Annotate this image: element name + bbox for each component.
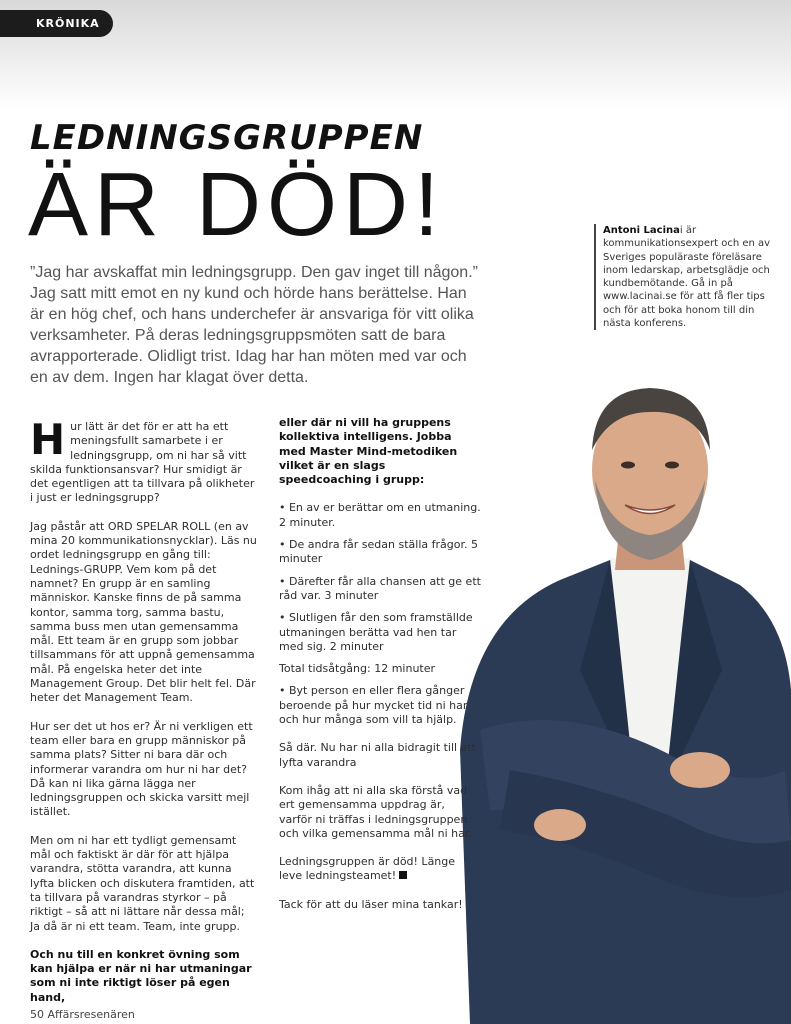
bullet-item: • En av er berättar om en utmaning. 2 minuter.	[279, 501, 481, 529]
page-footer: 50 Affärsresenären	[30, 1008, 135, 1021]
paragraph-bold: eller där ni vill ha gruppens kollektiva intelligens. Jobba med Master Mind-metodiken vilket är en slags speedcoaching i grupp:	[279, 416, 458, 487]
ingress: ”Jag har avskaffat min ledningsgrupp. Den gav inget till någon.” Jag satt mitt emot en ny kund och hörde hans berättelse. Han är en hög chef, och hans underchefer är ansvariga för vitt olika verksamheter. På deras ledningsgruppsmöten satt de bara avrapporterade. Olidligt trist. Idag har han möten med var och en av dem. Ingen har klagat över detta.	[30, 264, 478, 386]
author-photo	[450, 370, 791, 1024]
paragraph: Hur lätt är det för er att ha ett meningsfullt samarbete i er ledningsgrupp, om ni har så vitt skilda funktionsansvar? Hur smidigt är det egentligen att ta tillvara på olikheter i just er ledningsgrupp?	[30, 415, 255, 505]
paragraph: Men om ni har ett tydligt gemensamt mål och faktiskt är där för att hjälpa varandra, stötta varandra, att kunna lyfta blicken och diskutera framtiden, att ta tillvara på varandras styrkor – på riktigt – så att ni lättare når dessa mål; Ja då är ni ett team. Team, inte grupp.	[30, 833, 255, 933]
paragraph-bold: Och nu till en konkret övning som kan hjälpa er när ni har utmaningar som ni inte riktigt löser på egen hand,	[30, 947, 252, 1004]
paragraph: Så där. Nu har ni alla bidragit till att lyfta varandra	[279, 741, 476, 769]
paragraph: Jag påstår att ORD SPELAR ROLL (en av mina 20 kommunikationsnycklar). Läs nu ordet ledningsgrupp en gång till: Lednings-GRUPP. Vem kom på det namnet? En grupp är en samling människor. Kanske finns de på samma kontor, samma torg, samma bastu, samma buss men utan gemensamma mål. Ett team är en grupp som jobbar tillsammans för att uppnå gemensamma mål. På engelska heter det inte Management Group. Det blir helt fel. Där heter det Management Team.	[30, 519, 257, 705]
article-column-2	[279, 416, 481, 926]
total-time: Total tidsåtgång: 12 minuter	[279, 662, 436, 676]
section-tag: KRÖNIKA	[0, 10, 113, 37]
top-gradient	[0, 0, 791, 110]
author-bio	[594, 224, 778, 330]
headline-line-2: ÄR DÖD!	[28, 155, 446, 255]
bullet-item: • Byt person en eller flera gånger beroende på hur mycket tid ni har och hur många som vill ta hjälp.	[279, 684, 468, 727]
author-bio-text: i är kommunikationsexpert och en av Sveriges populäraste föreläsare inom ledarskap, arbetsglädje och kundbemötande. Gå in på www.lacinai.se för att få fler tips och för att boka honom till din nästa konferens.	[603, 225, 771, 330]
bullet-item: • Slutligen får den som framställde utmaningen berätta vad hen tar med sig. 2 minuter	[279, 611, 473, 653]
dropcap: H	[30, 415, 66, 464]
bullet-item: • Därefter får alla chansen att ge ett råd var. 3 minuter	[279, 574, 481, 602]
author-name: Antoni Lacina	[603, 225, 680, 236]
end-square-icon	[399, 871, 407, 879]
paragraph: Kom ihåg att ni alla ska förstå vad ert gemensamma uppdrag är, varför ni träffas i ledningsgruppen och vilka gemensamma mål ni har.	[279, 783, 472, 840]
headline-line-1: LEDNINGSGRUPPEN	[30, 118, 424, 158]
article-column-1	[30, 415, 258, 1019]
paragraph: Hur ser det ut hos er? Är ni verkligen ett team eller bara en grupp människor på samma plats? Sitter ni bara där och informerar varandra om hur ni har det? Då kan ni lika gärna lägga ner ledningsgruppen och skicka varsitt mejl istället.	[30, 719, 253, 819]
paragraph: Tack för att du läser mina tankar!	[279, 897, 463, 911]
paragraph: Ledningsgruppen är död! Länge leve ledningsteamet!	[279, 855, 456, 883]
bullet-item: • De andra får sedan ställa frågor. 5 minuter	[279, 538, 478, 566]
